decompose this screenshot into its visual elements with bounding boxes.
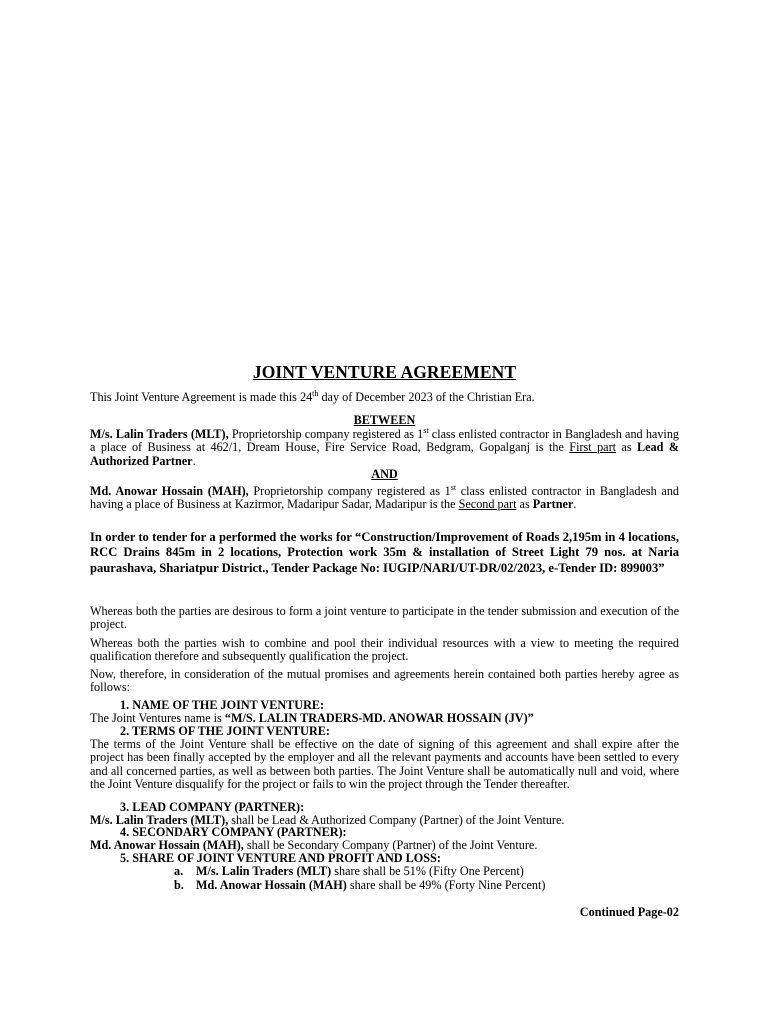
intro-text-end: day of December 2023 of the Christian Era.: [318, 390, 535, 404]
now-therefore-paragraph: Now, therefore, in consideration of the mutual promises and agreements herein contained both parties hereby agree as follows:: [90, 667, 679, 695]
party1-sup: st: [423, 425, 429, 435]
party1-text: Proprietorship company registered as 1: [228, 427, 424, 441]
party2-name: Md. Anowar Hossain (MAH),: [90, 484, 249, 498]
section-4-heading: 4. SECONDARY COMPANY (PARTNER):: [120, 825, 347, 839]
party1-paragraph: [90, 425, 680, 468]
party2-text-3: as: [516, 497, 533, 512]
document-title: JOINT VENTURE AGREEMENT: [252, 362, 517, 382]
section-1-heading: 1. NAME OF THE JOINT VENTURE:: [120, 698, 325, 712]
party2-paragraph: [90, 482, 680, 512]
party2-text-2: class enlisted contractor in Bangladesh and having a place of Business at Kazirmor, Madaripur Sadar, Madaripur is the: [90, 484, 680, 512]
share-item-a-name: M/s. Lalin Traders (MLT): [196, 864, 332, 878]
party1-name: M/s. Lalin Traders (MLT),: [90, 427, 229, 441]
share-item-b-text: share shall be 49% (Forty Nine Percent): [346, 878, 546, 892]
party2-text: Proprietorship company registered as 1: [248, 484, 451, 498]
share-item-b-label: b.: [174, 878, 184, 892]
share-item-a: [174, 865, 524, 878]
party1-text-3: as: [616, 440, 638, 455]
party2-part: Second part: [458, 497, 517, 512]
party1-end: .: [192, 453, 196, 468]
tender-paragraph: In order to tender for a performed the works for “Construction/Improvement of Roads 2,195m in 4 locations, RCC Drains 845m in 2 locations, Protection work 35m & installation of Street Light 79 nos. at Naria paurashava, Shariatpur District., Tender Package No: IUGIP/NARI/UT-DR/02/2023, e-Tender ID: 899003”: [90, 530, 679, 575]
party1-role: Lead & Authorized Partner: [90, 440, 679, 468]
section-2-heading: 2. TERMS OF THE JOINT VENTURE:: [120, 724, 330, 738]
intro-paragraph: [90, 388, 679, 404]
secondary-company-name: Md. Anowar Hossain (MAH),: [90, 838, 244, 852]
intro-text: This Joint Venture Agreement is made this 24: [90, 390, 313, 404]
section-5-heading: 5. SHARE OF JOINT VENTURE AND PROFIT AND LOSS:: [120, 851, 441, 865]
share-item-a-label: a.: [174, 864, 184, 878]
continued-page-note: Continued Page-02: [579, 905, 679, 919]
between-heading: BETWEEN: [353, 413, 416, 427]
party2-sup: st: [450, 482, 457, 492]
section-2-text: The terms of the Joint Venture shall be effective on the date of signing of this agreement and shall expire after the project has been finally accepted by the employer and all the relevant payments and accounts have been settled to every and all concerned parties, as well as between both parties. The Joint Venture shall be automatically null and void, where the Joint Venture disqualify for the project or fails to win the project through the Tender thereafter.: [90, 737, 679, 792]
lead-company-name: M/s. Lalin Traders (MLT),: [90, 813, 229, 827]
and-heading: AND: [371, 467, 398, 481]
party1-part: First part: [569, 440, 617, 455]
section-3-body: shall be Lead & Authorized Company (Partner) of the Joint Venture.: [228, 813, 565, 827]
share-item-b: [174, 879, 545, 892]
party2-role: Partner: [532, 497, 574, 512]
whereas-2-paragraph: Whereas both the parties wish to combine and pool their individual resources with a view to meeting the required qualification therefore and subsequently qualification the project.: [90, 636, 679, 664]
section-1-pre: The Joint Ventures name is: [90, 711, 225, 725]
section-3-heading: 3. LEAD COMPANY (PARTNER):: [120, 800, 305, 814]
share-item-b-name: Md. Anowar Hossain (MAH): [196, 878, 347, 892]
share-item-a-text: share shall be 51% (Fifty One Percent): [331, 864, 524, 878]
intro-sup: th: [312, 388, 319, 398]
jv-name: “M/S. LALIN TRADERS-MD. ANOWAR HOSSAIN (JV)”: [224, 711, 534, 725]
party1-text-2: class enlisted contractor in Bangladesh and having a place of Business at 462/1, Dream House, Fire Service Road, Bedgram, Gopalganj is the: [90, 427, 680, 455]
section-4-body: shall be Secondary Company (Partner) of the Joint Venture.: [243, 838, 538, 852]
whereas-1-paragraph: Whereas both the parties are desirous to form a joint venture to participate in the tender submission and execution of the project.: [90, 604, 679, 632]
party2-end: .: [573, 497, 577, 512]
